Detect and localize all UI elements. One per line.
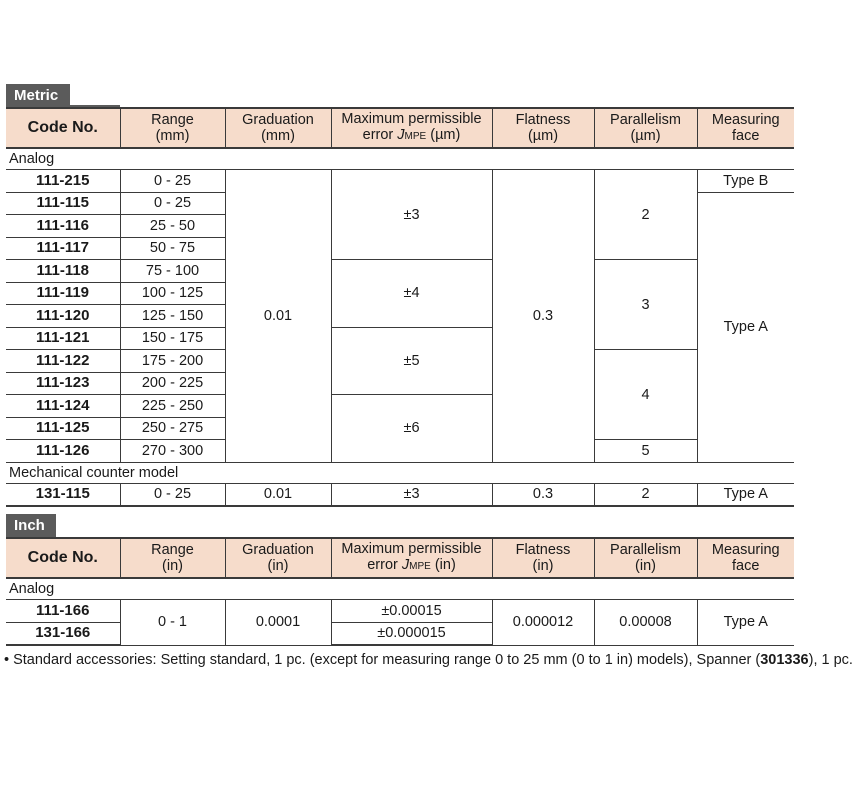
graduation-merged-cell: 0.01 [225, 170, 331, 463]
mpe-cell: ±0.000015 [331, 622, 492, 645]
range-merged-cell: 0 - 1 [120, 600, 225, 646]
graduation-cell: 0.01 [225, 483, 331, 506]
mpe-cell-1: ±3 [331, 170, 492, 260]
mpe-cell: ±3 [331, 483, 492, 506]
table-row [6, 483, 794, 506]
spanner-part-number: 301336 [760, 652, 809, 668]
table-row [6, 260, 794, 283]
header-graduation: Graduation (in) [225, 538, 331, 578]
range-cell: 50 - 75 [120, 237, 225, 260]
group-row-counter [6, 462, 794, 483]
table-row [6, 600, 794, 623]
range-cell: 250 - 275 [120, 417, 225, 440]
header-mpe: Maximum permissible error JMPE (µm) [331, 108, 492, 148]
flatness-cell: 0.3 [492, 483, 594, 506]
range-cell: 225 - 250 [120, 395, 225, 418]
code-cell: 111-119 [6, 282, 120, 305]
group-row-analog [6, 578, 794, 600]
inch-spec-table [6, 537, 794, 646]
group-label-counter: Mechanical counter model [6, 462, 794, 483]
range-cell: 270 - 300 [120, 440, 225, 463]
parallelism-cell-3: 4 [594, 350, 697, 440]
code-cell: 111-122 [6, 350, 120, 373]
metric-spec-table [6, 107, 794, 507]
inch-header-row [6, 538, 794, 578]
range-cell: 0 - 25 [120, 483, 225, 506]
parallelism-cell: 2 [594, 483, 697, 506]
header-range: Range (in) [120, 538, 225, 578]
group-row-analog [6, 148, 794, 170]
code-cell: 111-124 [6, 395, 120, 418]
parallelism-cell-2: 3 [594, 260, 697, 350]
table-row [6, 170, 794, 193]
metric-header-row [6, 108, 794, 148]
range-cell: 100 - 125 [120, 282, 225, 305]
range-cell: 125 - 150 [120, 305, 225, 328]
inch-section-title: Inch [6, 514, 56, 537]
mpe-cell-2: ±4 [331, 260, 492, 328]
face-cell: Type A [697, 483, 794, 506]
parallelism-merged-cell: 0.00008 [594, 600, 697, 646]
range-cell: 75 - 100 [120, 260, 225, 283]
header-face: Measuring face [697, 538, 794, 578]
mpe-cell-3: ±5 [331, 327, 492, 395]
range-cell: 0 - 25 [120, 192, 225, 215]
header-parallelism: Parallelism (in) [594, 538, 697, 578]
code-cell: 111-121 [6, 327, 120, 350]
header-code: Code No. [6, 538, 120, 578]
group-label-analog: Analog [6, 578, 794, 600]
code-cell: 111-116 [6, 215, 120, 238]
face-cell-2: Type A [697, 192, 794, 462]
code-cell: 131-115 [6, 483, 120, 506]
flatness-merged-cell: 0.000012 [492, 600, 594, 646]
header-mpe: Maximum permissible error JMPE (in) [331, 538, 492, 578]
range-cell: 175 - 200 [120, 350, 225, 373]
header-flatness: Flatness (µm) [492, 108, 594, 148]
code-cell: 111-123 [6, 372, 120, 395]
header-code: Code No. [6, 108, 120, 148]
range-cell: 150 - 175 [120, 327, 225, 350]
code-cell: 111-115 [6, 192, 120, 215]
code-cell: 111-125 [6, 417, 120, 440]
mpe-cell-4: ±6 [331, 395, 492, 463]
header-parallelism: Parallelism (µm) [594, 108, 697, 148]
accessories-note: • Standard accessories: Setting standard, 1 pc. (except for measuring range 0 to 25 mm (0 to 1 in) models), Spanner (301336), 1 pc. [4, 652, 853, 668]
header-flatness: Flatness (in) [492, 538, 594, 578]
face-merged-cell: Type A [697, 600, 794, 646]
mpe-cell: ±0.00015 [331, 600, 492, 623]
range-cell: 25 - 50 [120, 215, 225, 238]
code-cell: 111-118 [6, 260, 120, 283]
range-cell: 0 - 25 [120, 170, 225, 193]
code-cell: 111-215 [6, 170, 120, 193]
code-cell: 111-166 [6, 600, 120, 623]
header-range: Range (mm) [120, 108, 225, 148]
code-cell: 111-126 [6, 440, 120, 463]
group-label-analog: Analog [6, 148, 794, 170]
header-face: Measuring face [697, 108, 794, 148]
parallelism-cell-1: 2 [594, 170, 697, 260]
range-cell: 200 - 225 [120, 372, 225, 395]
face-cell-1: Type B [697, 170, 794, 193]
code-cell: 111-117 [6, 237, 120, 260]
code-cell: 111-120 [6, 305, 120, 328]
metric-section-title: Metric [6, 84, 70, 107]
flatness-merged-cell: 0.3 [492, 170, 594, 463]
parallelism-cell-4: 5 [594, 440, 697, 463]
graduation-merged-cell: 0.0001 [225, 600, 331, 646]
code-cell: 131-166 [6, 622, 120, 645]
header-graduation: Graduation (mm) [225, 108, 331, 148]
